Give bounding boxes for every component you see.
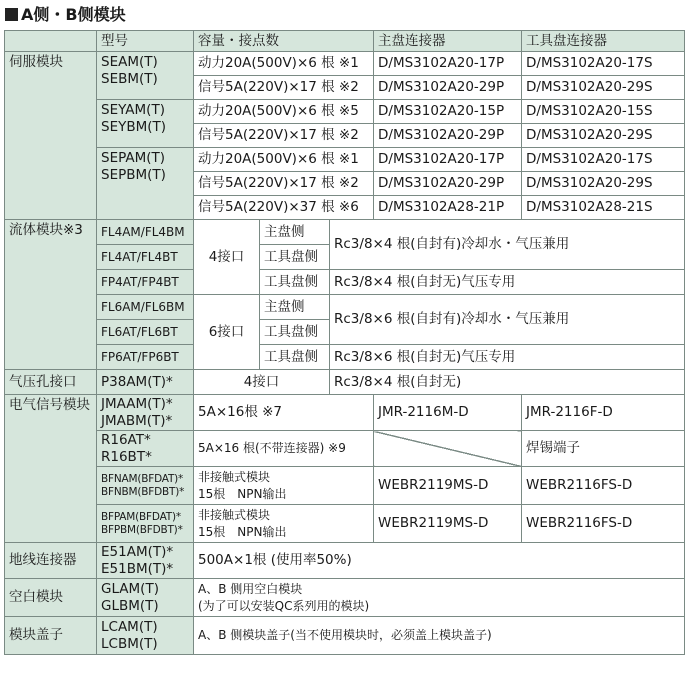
- capacity-cell: 信号5A(220V)×37 根 ※6: [194, 196, 374, 220]
- table-row: [5, 370, 685, 395]
- side-cell: 工具盘侧: [260, 245, 330, 270]
- header-category: [5, 31, 97, 52]
- category-electrical: 电气信号模块: [5, 395, 97, 543]
- category-blank: 空白模块: [5, 579, 97, 617]
- side-cell: 工具盘侧: [260, 270, 330, 295]
- side-cell: 工具盘侧: [260, 345, 330, 370]
- spec-cell: 500A×1根 (使用率50%): [194, 543, 685, 579]
- tool-connector-cell: D/MS3102A28-21S: [522, 196, 685, 220]
- model-cell: FP6AT/FP6BT: [97, 345, 194, 370]
- model-name: BFNAM(BFDAT)*: [101, 472, 184, 485]
- section-title: [5, 3, 126, 27]
- main-connector-cell: D/MS3102A20-29P: [374, 124, 522, 148]
- header-main-connector: 主盘连接器: [374, 31, 522, 52]
- model-cell: FL4AT/FL4BT: [97, 245, 194, 270]
- table-row: [5, 617, 685, 655]
- capacity-cell: 5A×16 根(不带连接器) ※9: [194, 431, 374, 467]
- capacity-line: 15根 NPN输出: [198, 524, 287, 539]
- model-name: GLBM(T): [101, 597, 159, 614]
- model-name: SEAM(T): [101, 54, 158, 70]
- tool-connector-cell: WEBR2116FS-D: [522, 467, 685, 505]
- category-servo: 伺服模块: [5, 52, 97, 220]
- ports-cell: 4接口: [194, 220, 260, 295]
- model-cell: FL6AM/FL6BM: [97, 295, 194, 320]
- model-name: BFPBM(BFDBT)*: [101, 523, 183, 536]
- table-row: [5, 148, 685, 172]
- capacity-cell: [194, 467, 374, 505]
- model-name: JMAAM(T)*: [101, 395, 173, 412]
- category-air: 气压孔接口: [5, 370, 97, 395]
- capacity-cell: 信号5A(220V)×17 根 ※2: [194, 124, 374, 148]
- module-spec-table-lower: [4, 394, 685, 655]
- model-name: SEYBM(T): [101, 119, 167, 135]
- capacity-cell: 5A×16根 ※7: [194, 395, 374, 431]
- main-connector-cell: D/MS3102A20-29P: [374, 172, 522, 196]
- tool-connector-cell: 焊锡端子: [522, 431, 685, 467]
- square-bullet-icon: [5, 8, 18, 21]
- module-spec-table: [4, 30, 685, 395]
- model-name: R16AT*: [101, 431, 151, 448]
- spec-cell: Rc3/8×4 根(自封有)冷却水・气压兼用: [330, 220, 685, 270]
- table-row: [5, 467, 685, 505]
- header-model: 型号: [97, 31, 194, 52]
- main-connector-cell: WEBR2119MS-D: [374, 467, 522, 505]
- spec-cell: Rc3/8×4 根(自封无): [330, 370, 685, 395]
- model-cell: FL6AT/FL6BT: [97, 320, 194, 345]
- tool-connector-cell: WEBR2116FS-D: [522, 505, 685, 543]
- table-row: [5, 270, 685, 295]
- spec-cell: Rc3/8×6 根(自封有)冷却水・气压兼用: [330, 295, 685, 345]
- model-name: E51BM(T)*: [101, 560, 174, 577]
- tool-connector-cell: D/MS3102A20-15S: [522, 100, 685, 124]
- side-cell: 主盘侧: [260, 295, 330, 320]
- main-connector-cell-empty: [374, 431, 522, 467]
- model-cell: [97, 543, 194, 579]
- spec-line: (为了可以安装QC系列用的模块): [198, 598, 370, 613]
- model-name: SEPAM(T): [101, 150, 166, 166]
- spec-line: A、B 侧用空白模块: [198, 581, 303, 596]
- main-connector-cell: D/MS3102A20-29P: [374, 76, 522, 100]
- tool-connector-cell: D/MS3102A20-17S: [522, 148, 685, 172]
- model-cell: [97, 52, 194, 100]
- section-title-text: A侧・B侧模块: [21, 5, 126, 24]
- tool-connector-cell: D/MS3102A20-29S: [522, 124, 685, 148]
- model-name: GLAM(T): [101, 580, 159, 597]
- capacity-cell: 信号5A(220V)×17 根 ※2: [194, 172, 374, 196]
- header-tool-connector: 工具盘连接器: [522, 31, 685, 52]
- spec-cell: A、B 侧模块盖子(当不使用模块时，必须盖上模块盖子): [194, 617, 685, 655]
- spec-cell: Rc3/8×6 根(自封无)气压专用: [330, 345, 685, 370]
- main-connector-cell: D/MS3102A20-17P: [374, 148, 522, 172]
- table-row: [5, 579, 685, 617]
- model-cell: [97, 579, 194, 617]
- model-name: BFPAM(BFDAT)*: [101, 510, 181, 523]
- main-connector-cell: D/MS3102A20-15P: [374, 100, 522, 124]
- main-connector-cell: JMR-2116M-D: [374, 395, 522, 431]
- category-fluid: 流体模块※3: [5, 220, 97, 370]
- capacity-cell: 动力20A(500V)×6 根 ※1: [194, 52, 374, 76]
- side-cell: 主盘侧: [260, 220, 330, 245]
- tool-connector-cell: D/MS3102A20-17S: [522, 52, 685, 76]
- header-capacity: 容量・接点数: [194, 31, 374, 52]
- model-cell: [97, 395, 194, 431]
- ports-cell: 6接口: [194, 295, 260, 370]
- model-name: BFNBM(BFDBT)*: [101, 485, 185, 498]
- main-connector-cell: D/MS3102A28-21P: [374, 196, 522, 220]
- model-cell: [97, 431, 194, 467]
- capacity-cell: 动力20A(500V)×6 根 ※1: [194, 148, 374, 172]
- capacity-cell: 信号5A(220V)×17 根 ※2: [194, 76, 374, 100]
- table-row: [5, 295, 685, 320]
- side-cell: 工具盘侧: [260, 320, 330, 345]
- model-cell: P38AM(T)*: [97, 370, 194, 395]
- model-cell: [97, 617, 194, 655]
- tool-connector-cell: D/MS3102A20-29S: [522, 76, 685, 100]
- ports-cell: 4接口: [194, 370, 330, 395]
- model-name: LCAM(T): [101, 618, 158, 635]
- model-cell: FL4AM/FL4BM: [97, 220, 194, 245]
- model-name: SEPBM(T): [101, 167, 166, 183]
- table-row: [5, 345, 685, 370]
- model-cell: FP4AT/FP4BT: [97, 270, 194, 295]
- model-name: JMABM(T)*: [101, 412, 173, 429]
- spec-cell: Rc3/8×4 根(自封无)气压专用: [330, 270, 685, 295]
- category-cover: 模块盖子: [5, 617, 97, 655]
- tool-connector-cell: D/MS3102A20-29S: [522, 172, 685, 196]
- model-name: SEYAM(T): [101, 102, 165, 118]
- main-connector-cell: WEBR2119MS-D: [374, 505, 522, 543]
- header-row: [5, 31, 685, 52]
- model-name: E51AM(T)*: [101, 543, 174, 560]
- capacity-cell: [194, 505, 374, 543]
- model-cell: [97, 505, 194, 543]
- main-connector-cell: D/MS3102A20-17P: [374, 52, 522, 76]
- capacity-line: 非接触式模块: [198, 469, 271, 484]
- table-row: [5, 100, 685, 124]
- model-cell: [97, 148, 194, 220]
- category-ground: 地线连接器: [5, 543, 97, 579]
- model-cell: [97, 100, 194, 148]
- tool-connector-cell: JMR-2116F-D: [522, 395, 685, 431]
- table-row: [5, 505, 685, 543]
- model-name: SEBM(T): [101, 71, 158, 87]
- table-row: [5, 52, 685, 76]
- capacity-cell: 动力20A(500V)×6 根 ※5: [194, 100, 374, 124]
- table-row: [5, 431, 685, 467]
- table-row: [5, 395, 685, 431]
- model-name: LCBM(T): [101, 635, 158, 652]
- capacity-line: 非接触式模块: [198, 507, 271, 522]
- spec-cell: [194, 579, 685, 617]
- table-row: [5, 543, 685, 579]
- model-name: R16BT*: [101, 448, 152, 465]
- capacity-line: 15根 NPN输出: [198, 486, 287, 501]
- model-cell: [97, 467, 194, 505]
- table-row: [5, 220, 685, 245]
